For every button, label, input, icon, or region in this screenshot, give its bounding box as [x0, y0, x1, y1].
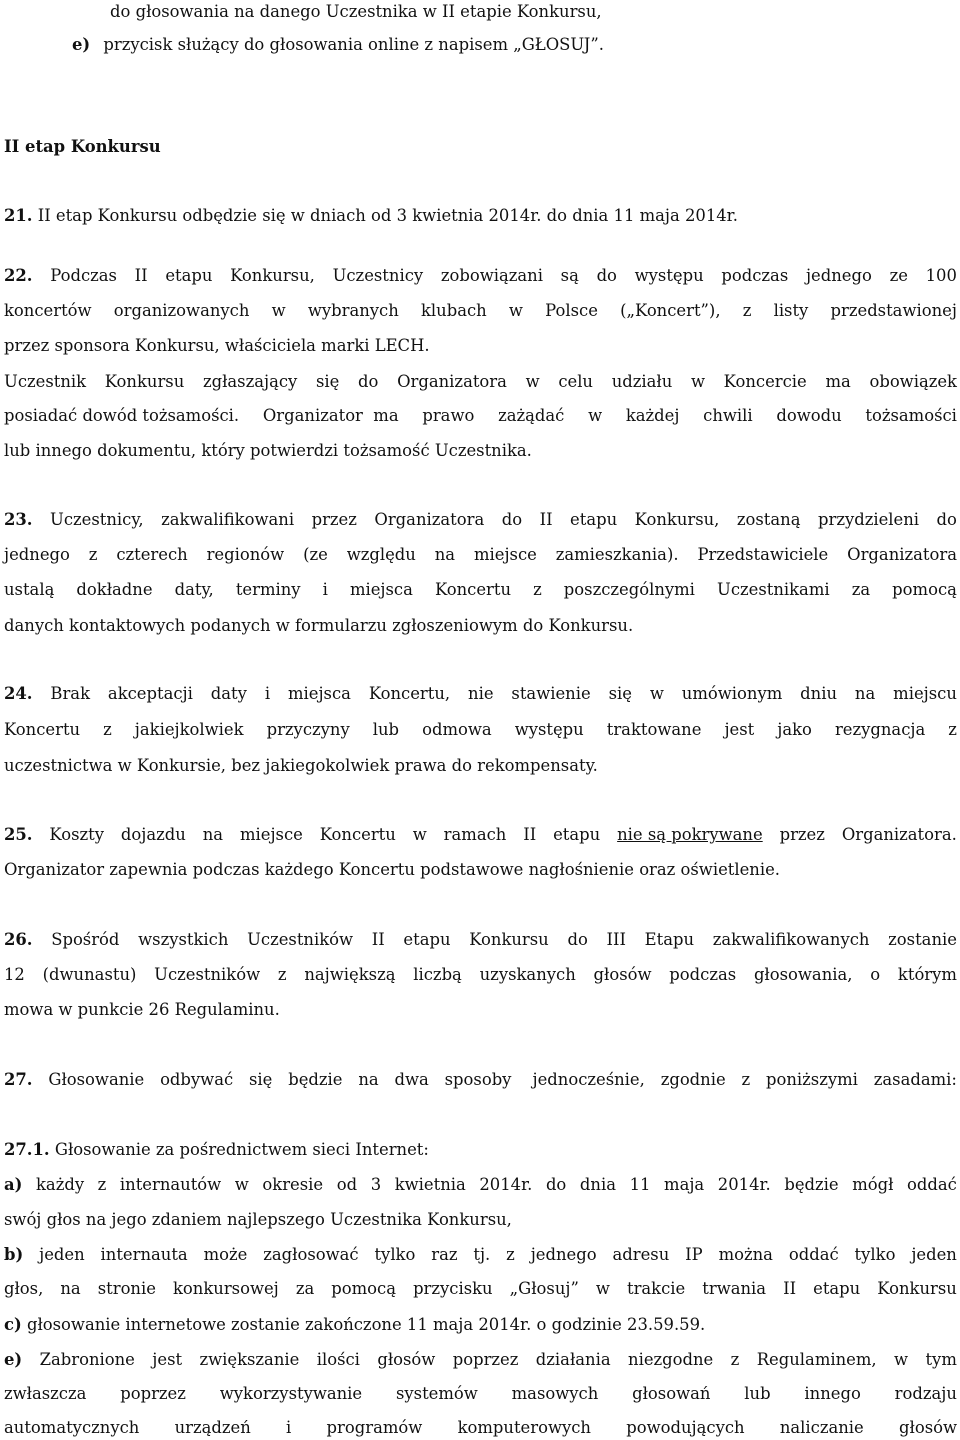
text-word: organizowanych [113, 301, 250, 320]
text-word: etapu [813, 1279, 861, 1298]
text-word: głosów [377, 1350, 436, 1369]
text-line [4, 1068, 957, 1092]
text-line [4, 508, 957, 532]
text-word: występu [634, 266, 704, 285]
text-word: wybranych [307, 301, 399, 320]
text-line [4, 1277, 957, 1301]
text-line [4, 858, 957, 882]
text-word: z [741, 1070, 751, 1089]
text-word: na [358, 1070, 379, 1089]
text-word: jednego [805, 266, 872, 285]
text-word: za [851, 580, 871, 599]
text-word: Zabronione [39, 1350, 135, 1369]
text-word: zostaną [736, 510, 801, 529]
text-word: zakwalifikowani [161, 510, 295, 529]
text-word: internautów [119, 1175, 222, 1194]
text-word: chwili [703, 406, 753, 425]
text-word: zwłaszcza [4, 1384, 87, 1403]
text-word: z [730, 1350, 740, 1369]
text-word: 12 [4, 965, 25, 984]
text-word: mógł [852, 1175, 894, 1194]
item-number: e) [4, 1350, 23, 1369]
text-word: zakwalifikowanych [712, 930, 870, 949]
text-word: się [608, 684, 632, 703]
text-word: masowych [511, 1384, 599, 1403]
text-word: odbywać [160, 1070, 234, 1089]
text-word: w [412, 825, 427, 844]
text-word: z [948, 720, 957, 739]
text-word: Uczestnicy [332, 266, 424, 285]
text-word: programów [326, 1418, 423, 1437]
text-word: Organizator zapewnia podczas każdego Koncertu podstawowe nagłośnienie oraz oświetlenie. [4, 860, 781, 879]
text-word: Polsce [545, 301, 598, 320]
text-word: nie [468, 684, 494, 703]
text-word: każdej [625, 406, 680, 425]
text-word: pomocą [331, 1279, 397, 1298]
text-word: z [88, 545, 98, 564]
text-word: Koncertu, [368, 684, 451, 703]
text-word: Konkursu, [230, 266, 315, 285]
text-word: Koncertu [319, 825, 396, 844]
text-word: zobowiązani [440, 266, 543, 285]
text-word: obowiązek [869, 372, 957, 391]
text-word: komputerowych [457, 1418, 591, 1437]
text-line [4, 264, 957, 288]
text-word: będzie [784, 1175, 839, 1194]
text-word: etapu [165, 266, 213, 285]
section-heading: II etap Konkursu [4, 137, 161, 156]
text-word: Konkursu [469, 930, 549, 949]
text-word: którym [897, 965, 957, 984]
text-word: urządzeń [174, 1418, 251, 1437]
text-line [4, 334, 957, 358]
text-word: do [936, 510, 957, 529]
text-word: akceptacji [107, 684, 193, 703]
text-word: 2014r. [479, 1175, 533, 1194]
text-word: podczas [669, 965, 737, 984]
text-word: w [894, 1350, 909, 1369]
text-word: Podczas [50, 266, 117, 285]
item-number: 27.1. [4, 1140, 50, 1159]
text-word: terminy [235, 580, 301, 599]
text-word: Uczestników [247, 930, 354, 949]
text-line [4, 1138, 957, 1162]
text-word: konkursowej [172, 1279, 279, 1298]
text-word: dwa [394, 1070, 429, 1089]
text-word: w [649, 684, 664, 703]
text-word: się [315, 372, 340, 391]
text-word: się [249, 1070, 273, 1089]
text-word: miejscu [893, 684, 957, 703]
text-word: jednocześnie, [532, 1070, 645, 1089]
item-number: 26. [4, 930, 33, 949]
item-number: e) [72, 35, 91, 54]
text-word: miejsca [287, 684, 351, 703]
text-word: II [539, 510, 553, 529]
text-word: poprzez [120, 1384, 186, 1403]
text-word: dojazdu [120, 825, 186, 844]
text-word: miejsca [349, 580, 413, 599]
text-word: ustalą [4, 580, 55, 599]
text-word: Etapu [644, 930, 695, 949]
item-number: c) [4, 1315, 22, 1334]
text-word: Organizatora. [841, 825, 957, 844]
text-word: trakcie [626, 1279, 686, 1298]
text-word: jako [777, 720, 812, 739]
text-line [4, 823, 957, 847]
text-word: II [523, 825, 537, 844]
text-word: względu [346, 545, 416, 564]
text-word: jakiejkolwiek [134, 720, 244, 739]
text-word: adresu [612, 1245, 670, 1264]
text-word: Głosowanie [48, 1070, 145, 1089]
text-word: okresie [262, 1175, 324, 1194]
text-word: swój głos na jego zdaniem najlepszego Uczestnika Konkursu, [4, 1210, 512, 1229]
text-word: przez sponsora Konkursu, właściciela marki LECH. [4, 336, 430, 355]
text-line [4, 682, 957, 706]
text-word: każdy [35, 1175, 85, 1194]
text-line [4, 1313, 957, 1337]
item-number: 21. [4, 206, 33, 225]
text-word: daty, [174, 580, 214, 599]
text-word: 11 [629, 1175, 651, 1194]
text-word: w [595, 1279, 610, 1298]
text-word: Uczestnicy, [50, 510, 144, 529]
text-word: rodzaju [894, 1384, 957, 1403]
text-word: do [501, 510, 523, 529]
text-word: i [264, 684, 271, 703]
text-word: głosowań [632, 1384, 711, 1403]
text-word: zasadami: [873, 1070, 957, 1089]
text-word: umówionym [681, 684, 783, 703]
text-line [4, 135, 957, 159]
text-word: odmowa [422, 720, 492, 739]
item-number: 25. [4, 825, 33, 844]
text-word: od [336, 1175, 358, 1194]
item-number: 23. [4, 510, 33, 529]
text-word: (dwunastu) [42, 965, 137, 984]
text-word: posiadać dowód tożsamości. [4, 406, 240, 425]
text-word: klubach [420, 301, 487, 320]
text-line [4, 299, 957, 323]
text-word: są [560, 266, 579, 285]
text-word: zagłosować [263, 1245, 359, 1264]
text-word: „Głosuj” [509, 1279, 579, 1298]
text-word: trwania [702, 1279, 767, 1298]
text-word: głosów [593, 965, 652, 984]
text-word: III [606, 930, 626, 949]
text-word: 100 [925, 266, 957, 285]
text-word: w [508, 301, 523, 320]
text-line [4, 404, 957, 428]
text-word: Przedstawiciele [697, 545, 829, 564]
item-number: 22. [4, 266, 33, 285]
text-word: o [870, 965, 881, 984]
text-word: rezygnacja [834, 720, 926, 739]
text-word: daty [210, 684, 247, 703]
text-word: stronie [97, 1279, 156, 1298]
text-word: przedstawionej [830, 301, 957, 320]
text-line [4, 754, 957, 778]
text-word: miejsce [239, 825, 303, 844]
text-word: poszczególnymi [563, 580, 695, 599]
item-number: 24. [4, 684, 33, 703]
text-word: czterech [116, 545, 188, 564]
text-word: przez [311, 510, 357, 529]
text-word: Brak [50, 684, 91, 703]
text-word: i [286, 1418, 292, 1437]
text-word: jednego [530, 1245, 597, 1264]
text-word: oddać [788, 1245, 839, 1264]
text-word: automatycznych [4, 1418, 140, 1437]
text-line [4, 204, 957, 228]
text-word: miejsce [473, 545, 537, 564]
text-word: głosów [899, 1418, 957, 1437]
text-word: Organizator ma [262, 406, 399, 425]
text-word: lub [372, 720, 400, 739]
text-line [4, 543, 957, 567]
text-line [110, 0, 957, 24]
text-word: dnia [579, 1175, 616, 1194]
text-word: Uczestnikami [717, 580, 830, 599]
text-word: tym [925, 1350, 957, 1369]
text-word: na [202, 825, 224, 844]
text-word: oddać [907, 1175, 957, 1194]
text-word: z [103, 720, 112, 739]
text-word: wykorzystywanie [219, 1384, 363, 1403]
text-word: celu [558, 372, 593, 391]
text-word: ze [889, 266, 908, 285]
text-word: pomocą [892, 580, 957, 599]
text-word: prawo [422, 406, 475, 425]
text-word: głos, [4, 1279, 44, 1298]
text-word: lub innego dokumentu, który potwierdzi tożsamość Uczestnika. [4, 441, 532, 460]
text-word: Organizatora [397, 372, 507, 391]
text-word: Regulaminem, [756, 1350, 877, 1369]
text-word: II [783, 1279, 797, 1298]
text-word: tylko [374, 1245, 416, 1264]
text-word: tj. [473, 1245, 491, 1264]
text-word: jeden [39, 1245, 85, 1264]
text-word: poprzez [452, 1350, 519, 1369]
text-word: i [322, 580, 328, 599]
item-number: a) [4, 1175, 23, 1194]
text-word: („Koncert”), [620, 301, 721, 320]
text-line [72, 33, 957, 57]
text-word: do [596, 266, 617, 285]
text-word: regionów [206, 545, 285, 564]
text-word: Koszty [49, 825, 104, 844]
text-word: (ze [303, 545, 328, 564]
text-word: do [358, 372, 379, 391]
text-word: Uczestnik [4, 372, 87, 391]
text-word: etapu [553, 825, 601, 844]
text-word: lub [744, 1384, 771, 1403]
text-word: etapu [570, 510, 618, 529]
text-word: przycisku [413, 1279, 493, 1298]
text-word: podczas [721, 266, 789, 285]
text-line [4, 1208, 957, 1232]
text-word: w [525, 372, 540, 391]
text-word: w [271, 301, 286, 320]
text-word: z [97, 1175, 107, 1194]
text-word: tożsamości [865, 406, 957, 425]
text-word: 3 [370, 1175, 382, 1194]
text-word: maja [664, 1175, 705, 1194]
text-word: głosowanie internetowe zostanie zakończone 11 maja 2014r. o godzinie 23.59.59. [26, 1315, 706, 1334]
text-word: etapu [403, 930, 451, 949]
text-line [4, 718, 957, 742]
text-word: Organizatora [847, 545, 957, 564]
text-line [4, 928, 957, 952]
text-word: innego [804, 1384, 861, 1403]
text-word: Uczestników [154, 965, 261, 984]
text-word: II etap Konkursu odbędzie się w dniach od 3 kwietnia 2014r. do dnia 11 maja 2014r. [37, 206, 738, 225]
text-word: stawienie [511, 684, 591, 703]
text-word: zgodnie [660, 1070, 726, 1089]
text-word: Koncertu [4, 720, 81, 739]
text-word: 2014r. [717, 1175, 771, 1194]
text-word: internauta [100, 1245, 188, 1264]
text-word: z [506, 1245, 515, 1264]
text-word: wszystkich [138, 930, 229, 949]
text-line [4, 578, 957, 602]
text-word: Koncercie [723, 372, 807, 391]
text-line [4, 1382, 957, 1406]
text-word: poniższymi [766, 1070, 858, 1089]
text-word: zwiększanie [199, 1350, 300, 1369]
underlined-text: nie są pokrywane [617, 825, 763, 844]
text-word: można [718, 1245, 773, 1264]
text-word: dowodu [776, 406, 842, 425]
item-number: 27. [4, 1070, 33, 1089]
text-word: II [371, 930, 385, 949]
text-word: przyczyny [266, 720, 350, 739]
text-line [4, 1243, 957, 1267]
text-word: na [60, 1279, 81, 1298]
text-line [4, 439, 957, 463]
text-word: przycisk służący do głosowania online z napisem „GŁOSUJ”. [103, 35, 604, 54]
text-word: w [588, 406, 603, 425]
text-word: danych kontaktowych podanych w formularzu zgłoszeniowym do Konkursu. [4, 616, 634, 635]
text-word: dniu [800, 684, 838, 703]
text-word: jest [152, 1350, 183, 1369]
text-line [4, 614, 957, 638]
text-word: Głosowanie za pośrednictwem sieci Internet: [54, 1140, 429, 1159]
text-word: jednego [4, 545, 70, 564]
text-word: zażądać [498, 406, 565, 425]
text-word: zgłaszający [202, 372, 298, 391]
text-word: w [234, 1175, 249, 1194]
text-word: zamieszkania). [555, 545, 679, 564]
text-line [4, 1416, 957, 1440]
text-word: II [134, 266, 148, 285]
text-word: do głosowania na danego Uczestnika w II etapie Konkursu, [110, 2, 602, 21]
text-word: ramach [443, 825, 507, 844]
text-word: na [854, 684, 876, 703]
text-line [4, 963, 957, 987]
text-line [4, 370, 957, 394]
text-word: tylko [854, 1245, 896, 1264]
text-word: Konkursu [877, 1279, 957, 1298]
text-word: ma [825, 372, 851, 391]
text-word: przydzieleni [818, 510, 920, 529]
text-word: powodujących [626, 1418, 745, 1437]
text-word: będzie [288, 1070, 343, 1089]
text-word: udziału [611, 372, 673, 391]
text-word: raz [431, 1245, 458, 1264]
text-word: kwietnia [394, 1175, 466, 1194]
text-word: do [567, 930, 588, 949]
text-word: Konkursu [104, 372, 185, 391]
text-word: zostanie [888, 930, 957, 949]
text-word: występu [514, 720, 584, 739]
text-line [4, 998, 957, 1022]
text-word: naliczanie [779, 1418, 864, 1437]
text-word: Konkursu, [634, 510, 720, 529]
text-word: jeden [911, 1245, 957, 1264]
text-word: uzyskanych [479, 965, 576, 984]
text-word: największą [304, 965, 396, 984]
text-word: z [742, 301, 752, 320]
text-word: liczbą [413, 965, 462, 984]
text-word: jest [724, 720, 755, 739]
text-word: z [533, 580, 542, 599]
text-word: działania [535, 1350, 611, 1369]
text-word: IP [685, 1245, 703, 1264]
text-word: Organizatora [374, 510, 485, 529]
text-word: Spośród [51, 930, 120, 949]
text-word: traktowane [606, 720, 702, 739]
text-word: do [545, 1175, 567, 1194]
text-word: koncertów [4, 301, 92, 320]
text-word: głosowania, [753, 965, 853, 984]
text-line [4, 1348, 957, 1372]
text-word: uczestnictwa w Konkursie, bez jakiegokolwiek prawa do rekompensaty. [4, 756, 598, 775]
item-number: b) [4, 1245, 24, 1264]
text-word: mowa w punkcie 26 Regulaminu. [4, 1000, 280, 1019]
text-word: dokładne [76, 580, 153, 599]
text-word: Koncertu [434, 580, 512, 599]
text-word: ilości [316, 1350, 360, 1369]
text-word: niezgodne [628, 1350, 714, 1369]
text-word: systemów [395, 1384, 478, 1403]
text-word: na [434, 545, 456, 564]
text-word: może [203, 1245, 248, 1264]
text-word: listy [773, 301, 809, 320]
text-word: przez [779, 825, 825, 844]
text-line [4, 1173, 957, 1197]
text-word: za [295, 1279, 315, 1298]
text-word: z [277, 965, 287, 984]
text-word: w [690, 372, 705, 391]
text-word: sposoby [444, 1070, 517, 1089]
